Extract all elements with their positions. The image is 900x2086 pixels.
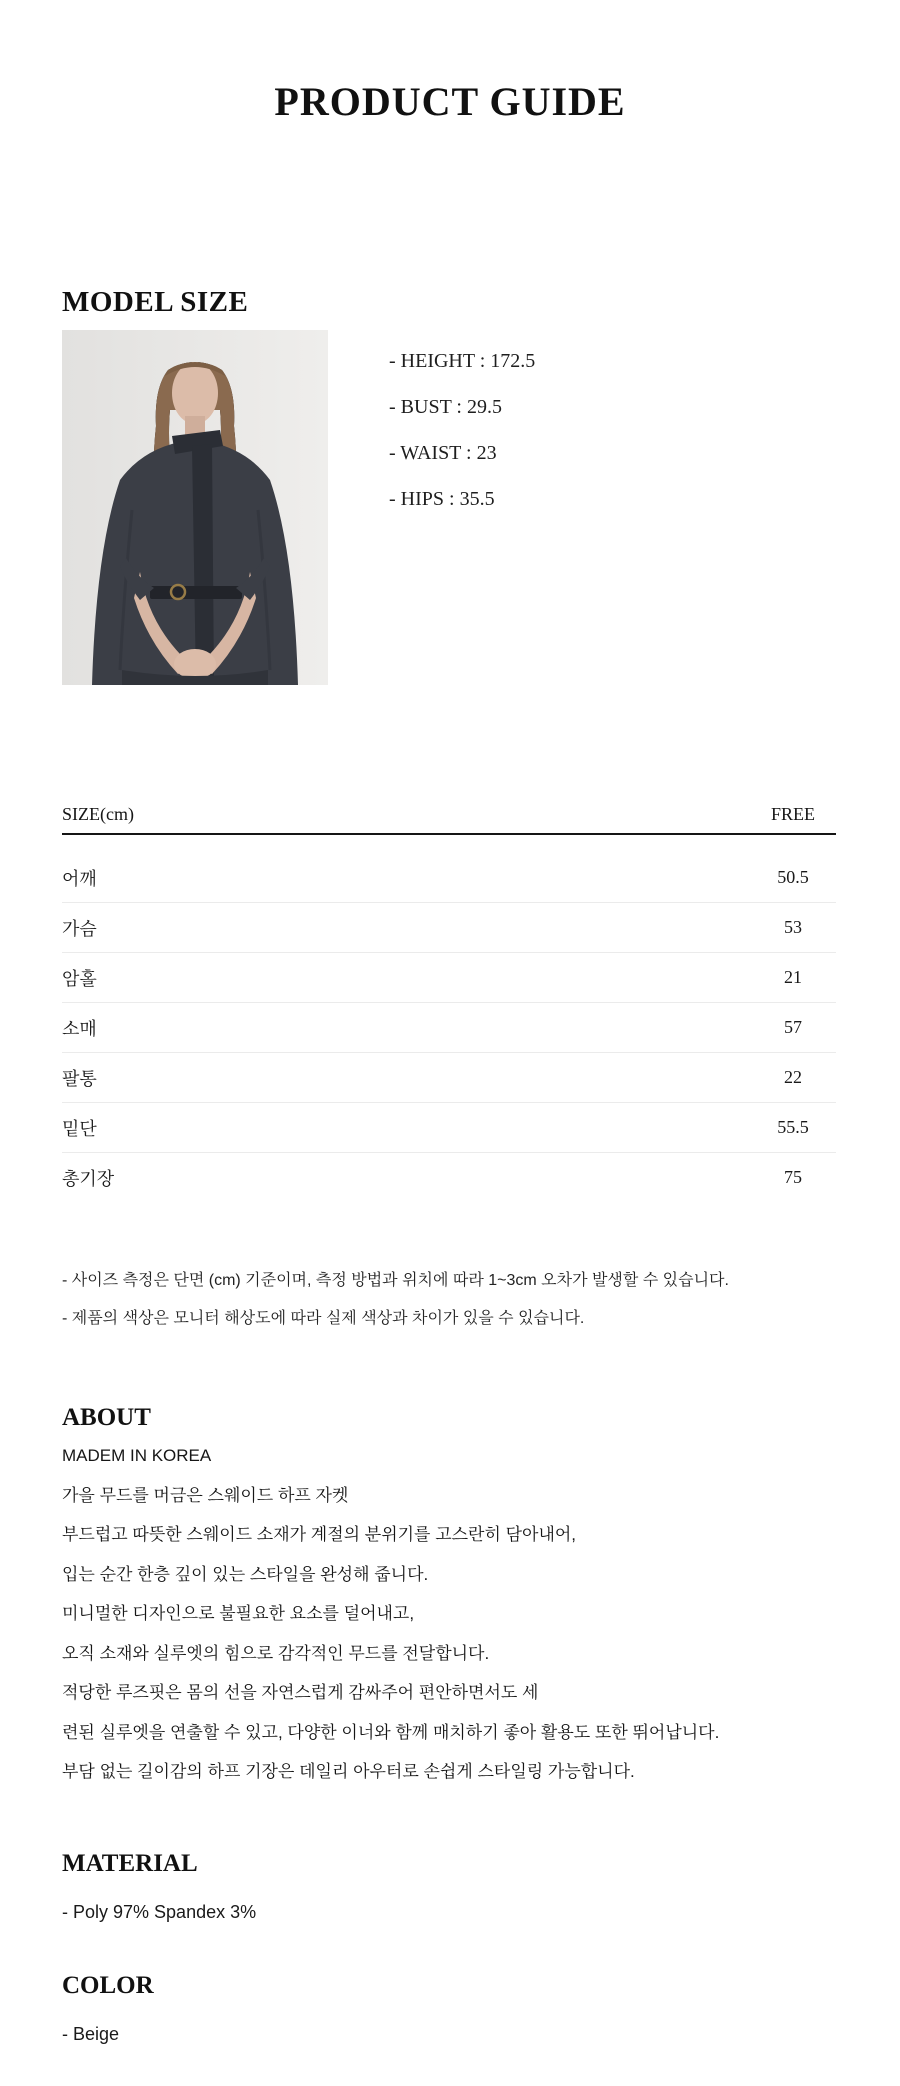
about-line: 적당한 루즈핏은 몸의 선을 자연스럽게 감싸주어 편안하면서도 세 [62, 1683, 539, 1703]
about-line: 미니멀한 디자인으로 불필요한 요소를 덜어내고, [62, 1604, 415, 1624]
about-line: 련된 실루엣을 연출할 수 있고, 다양한 이너와 함께 매치하기 좋아 활용도 또한 뛰어납니다. [62, 1722, 720, 1742]
model-hips: - HIPS : 35.5 [389, 488, 495, 511]
page-title: PRODUCT GUIDE [274, 79, 626, 124]
size-table-header-value: FREE [770, 803, 815, 824]
model-photo-illustration [62, 330, 328, 685]
about-line: 가을 무드를 머금은 스웨이드 하프 자켓 [62, 1485, 349, 1505]
size-table-header [62, 795, 836, 835]
model-size-heading: MODEL SIZE [62, 286, 249, 318]
size-row-value: 57 [784, 1017, 802, 1038]
size-row-value: 75 [784, 1167, 802, 1188]
table-row [62, 953, 836, 1003]
size-table-body [62, 835, 836, 1202]
size-row-value: 21 [784, 967, 802, 988]
about-line: 입는 순간 한층 깊이 있는 스타일을 완성해 줍니다. [62, 1564, 429, 1584]
size-row-label: 가슴 [62, 918, 97, 939]
size-row-value: 53 [784, 917, 802, 938]
size-row-label: 팔통 [62, 1068, 97, 1089]
table-row [62, 1053, 836, 1103]
size-row-label: 소매 [62, 1018, 97, 1039]
model-bust: - BUST : 29.5 [389, 396, 502, 419]
bottom-spacer [62, 2046, 836, 2086]
about-line: 부드럽고 따뜻한 스웨이드 소재가 계절의 분위기를 고스란히 담아내어, [62, 1525, 577, 1545]
model-size-section [62, 330, 836, 685]
size-row-label: 밑단 [62, 1118, 97, 1139]
material-heading: MATERIAL [62, 1849, 198, 1877]
table-row [62, 1003, 836, 1053]
size-row-label: 총기장 [62, 1168, 115, 1189]
size-row-label: 암홀 [62, 968, 97, 989]
size-row-value: 22 [784, 1067, 802, 1088]
about-line: MADEM IN KOREA [62, 1446, 212, 1466]
color-heading: COLOR [62, 1971, 154, 1999]
about-heading: ABOUT [62, 1404, 151, 1432]
note-color-difference: - 제품의 색상은 모니터 해상도에 따라 실제 색상과 차이가 있을 수 있습니다. [62, 1310, 585, 1328]
color-item: - Beige [62, 2023, 120, 2044]
note-measurement-tolerance: - 사이즈 측정은 단면 (cm) 기준이며, 측정 방법과 위치에 따라 1~3cm 오차가 발생할 수 있습니다. [62, 1272, 729, 1290]
table-row [62, 903, 836, 953]
material-item: - Poly 97% Spandex 3% [62, 1901, 257, 1922]
size-table [62, 795, 836, 1202]
model-waist: - WAIST : 23 [389, 442, 497, 465]
about-line: 부담 없는 길이감의 하프 기장은 데일리 아우터로 손쉽게 스타일링 가능합니다. [62, 1762, 635, 1782]
size-row-value: 55.5 [777, 1117, 809, 1138]
model-measurements [389, 330, 535, 685]
size-notes [62, 1262, 836, 1338]
content-column [62, 286, 836, 2086]
model-height: - HEIGHT : 172.5 [389, 350, 536, 373]
table-row [62, 1153, 836, 1202]
about-text [62, 1436, 836, 1792]
table-row [62, 853, 836, 903]
size-row-value: 50.5 [777, 867, 809, 888]
size-table-header-label: SIZE(cm) [62, 803, 134, 824]
size-row-label: 어깨 [62, 868, 97, 889]
table-row [62, 1103, 836, 1153]
about-line: 오직 소재와 실루엣의 힘으로 감각적인 무드를 전달합니다. [62, 1643, 490, 1663]
model-photo [62, 330, 328, 685]
